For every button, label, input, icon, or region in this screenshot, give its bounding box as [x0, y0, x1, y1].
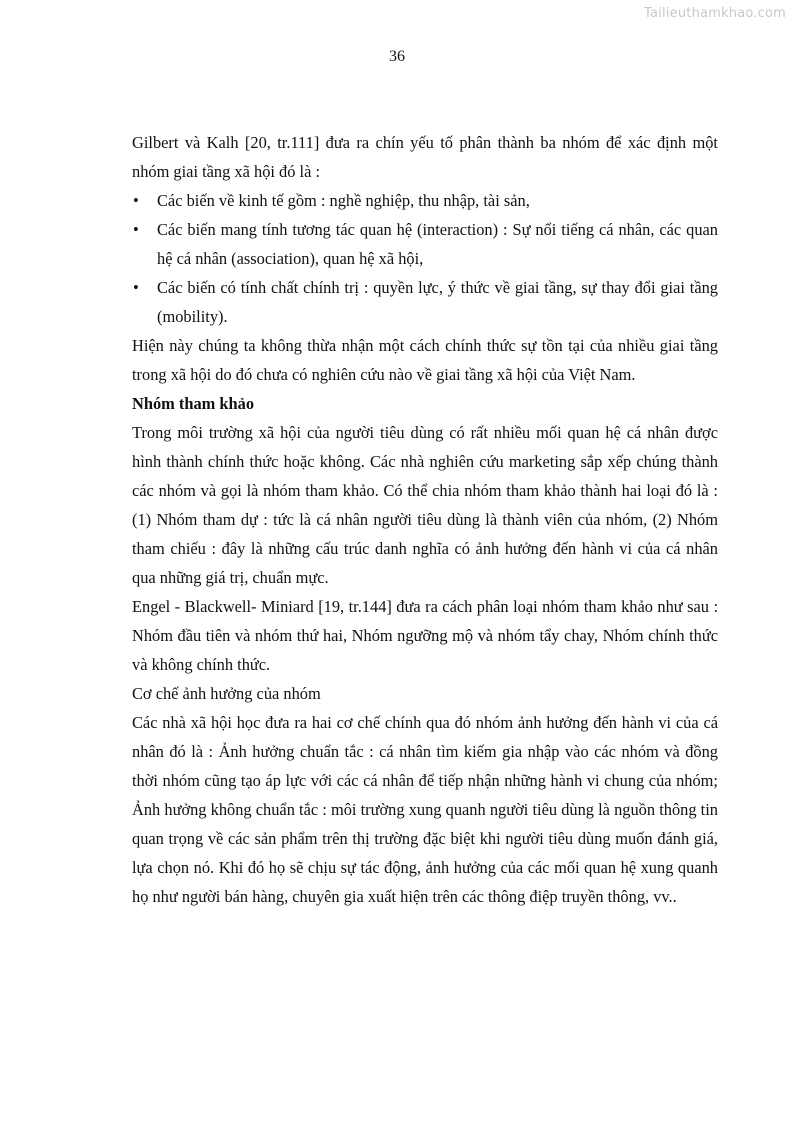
list-item-text: Các biến mang tính tương tác quan hệ (interaction) : Sự nổi tiếng cá nhân, các quan hệ cá nhân (association), quan hệ xã hội, [157, 220, 718, 268]
list-item-text: Các biến có tính chất chính trị : quyền lực, ý thức về giai tầng, sự thay đổi giai tầng (mobility). [157, 278, 718, 326]
list-item-text: Các biến về kinh tế gồm : nghề nghiệp, thu nhập, tài sản, [157, 191, 530, 210]
bullet-icon: • [133, 191, 139, 210]
current-status-paragraph: Hiện này chúng ta không thừa nhận một cách chính thức sự tồn tại của nhiều giai tầng trong xã hội do đó chưa có nghiên cứu nào về giai tầng xã hội của Việt Nam. [132, 336, 718, 384]
list-item [132, 215, 718, 273]
page-number: 36 [389, 48, 405, 65]
document-body [132, 128, 718, 911]
bullet-icon: • [133, 278, 139, 297]
bullet-icon: • [133, 220, 139, 239]
intro-paragraph: Gilbert và Kalh [20, tr.111] đưa ra chín yếu tố phân thành ba nhóm để xác định một nhóm giai tầng xã hội đó là : [132, 133, 718, 181]
engel-paragraph: Engel - Blackwell- Miniard [19, tr.144] đưa ra cách phân loại nhóm tham khảo như sau : Nhóm đầu tiên và nhóm thứ hai, Nhóm ngưỡng mộ và nhóm tẩy chay, Nhóm chính thức và không chính thức. [132, 597, 718, 674]
watermark: Tailieuthamkhao.com [644, 6, 786, 21]
subheading-mechanism: Cơ chế ảnh hưởng của nhóm [132, 684, 321, 703]
reference-groups-paragraph: Trong môi trường xã hội của người tiêu dùng có rất nhiều mối quan hệ cá nhân được hình thành chính thức hoặc không. Các nhà nghiên cứu marketing sắp xếp chúng thành các nhóm và gọi là nhóm tham khảo. Có thể chia nhóm tham khảo thành hai loại đó là : (1) Nhóm tham dự : tức là cá nhân người tiêu dùng là thành viên của nhóm, (2) Nhóm tham chiếu : đây là những cấu trúc danh nghĩa có ảnh hưởng đến hành vi của cá nhân qua những giá trị, chuẩn mực. [132, 423, 718, 587]
bullet-list [132, 186, 718, 331]
list-item [132, 186, 718, 215]
list-item [132, 273, 718, 331]
section-heading-reference-groups: Nhóm tham khảo [132, 394, 255, 413]
mechanism-paragraph: Các nhà xã hội học đưa ra hai cơ chế chính qua đó nhóm ảnh hưởng đến hành vi của cá nhân đó là : Ảnh hưởng chuẩn tắc : cá nhân tìm kiếm gia nhập vào các nhóm và đồng thời nhóm cũng tạo áp lực với các cá nhân để tiếp nhận những hành vi chung của nhóm; Ảnh hưởng không chuẩn tắc : môi trường xung quanh người tiêu dùng là nguồn thông tin quan trọng về các sản phẩm trên thị trường đặc biệt khi người tiêu dùng muốn đánh giá, lựa chọn nó. Khi đó họ sẽ chịu sự tác động, ảnh hưởng của các mối quan hệ xung quanh họ như người bán hàng, chuyên gia xuất hiện trên các thông điệp truyền thông, vv.. [132, 713, 718, 906]
